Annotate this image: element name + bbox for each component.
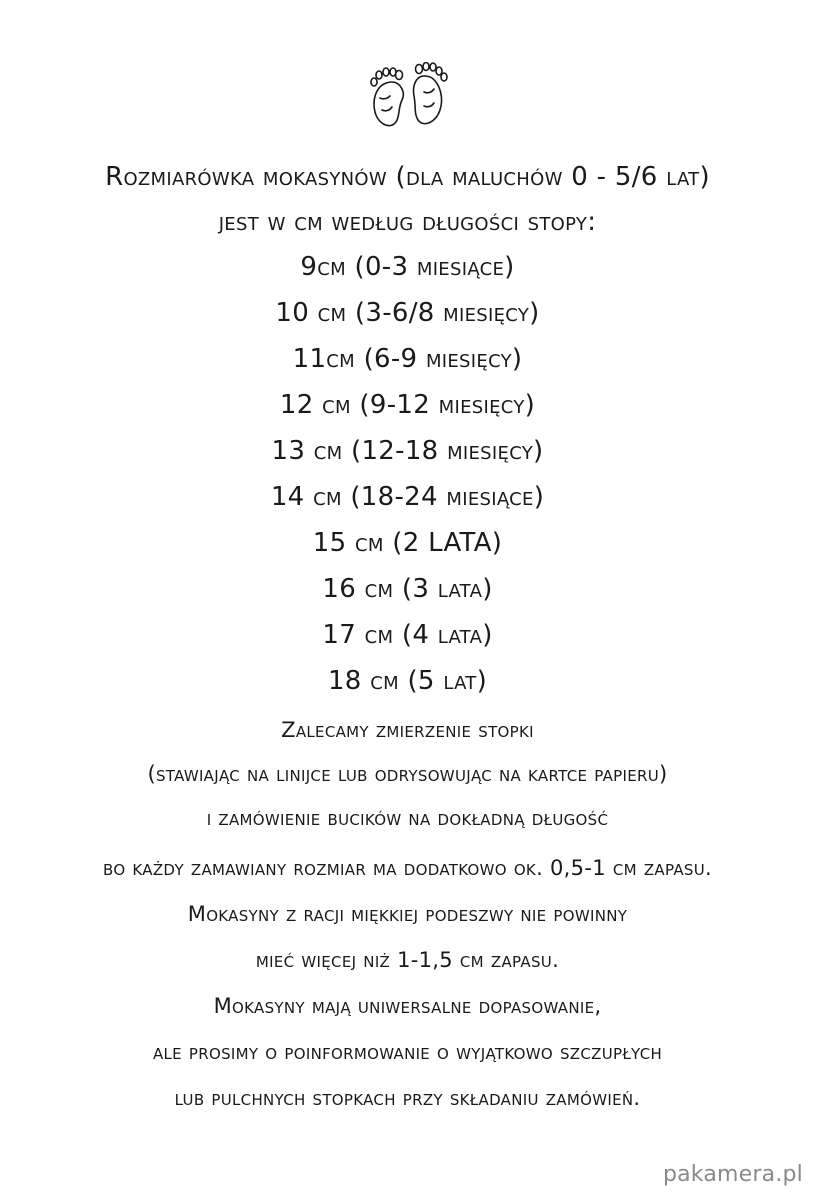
size-row: 18 cm (5 lat) <box>327 666 488 696</box>
note-line: Mokasyny z racji miękkiej podeszwy nie powinny <box>187 902 628 926</box>
chart-subtitle: jest w cm według długości stopy: <box>218 207 597 237</box>
size-row: 15 cm (2 LATA) <box>312 528 503 558</box>
size-row: 16 cm (3 lata) <box>322 574 493 604</box>
note-line: mieć więcej niż 1-1,5 cm zapasu. <box>255 948 560 972</box>
note-line: lub pulchnych stopkach przy składaniu zamówień. <box>174 1086 641 1110</box>
size-row: 11cm (6-9 miesięcy) <box>292 344 523 374</box>
chart-title: Rozmiarówka mokasynów (dla maluchów 0 - 5/6 lat) <box>105 162 710 192</box>
note-line: ale prosimy o poinformowanie o wyjątkowo szczupłych <box>152 1040 663 1064</box>
note-line: (stawiając na linijce lub odrysowując na kartce papieru) <box>147 762 668 786</box>
size-row: 17 cm (4 lata) <box>322 620 493 650</box>
note-line: bo każdy zamawiany rozmiar ma dodatkowo ok. 0,5-1 cm zapasu. <box>103 856 712 880</box>
size-row: 13 cm (12-18 miesięcy) <box>271 436 544 466</box>
size-row: 12 cm (9-12 miesięcy) <box>279 390 536 420</box>
note-line: i zamówienie bucików na dokładną długość <box>206 806 609 830</box>
size-row: 14 cm (18-24 miesiące) <box>270 482 545 512</box>
baby-feet-icon <box>366 62 450 134</box>
size-row: 9cm (0-3 miesiące) <box>300 252 515 282</box>
size-row: 10 cm (3-6/8 miesięcy) <box>275 298 540 328</box>
note-line: Zalecamy zmierzenie stopki <box>281 718 534 742</box>
pakamera-watermark: pakamera.pl <box>662 1162 803 1187</box>
note-line: Mokasyny mają uniwersalne dopasowanie, <box>213 994 602 1018</box>
